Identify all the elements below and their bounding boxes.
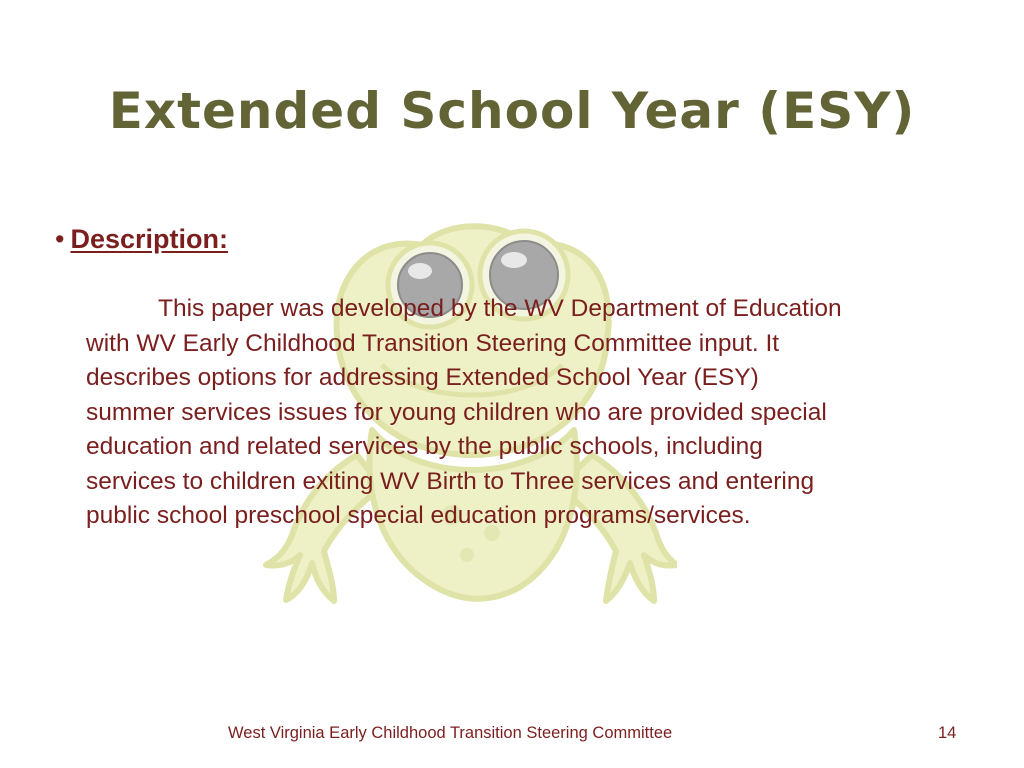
bullet-marker: • <box>55 224 65 254</box>
paragraph-line: describes options for addressing Extended School Year (ESY) <box>86 364 759 391</box>
page-number: 14 <box>938 724 957 742</box>
paragraph-line: education and related services by the public schools, including <box>86 433 763 460</box>
paragraph-line: services to children exiting WV Birth to Three services and entering <box>86 467 815 495</box>
paragraph-line: This paper was developed by the WV Department of Education <box>158 295 842 322</box>
description-paragraph <box>86 292 966 534</box>
slide-title: Extended School Year (ESY) <box>108 82 916 140</box>
paragraph-line: public school preschool special education programs/services. <box>86 502 751 529</box>
slide-footer: West Virginia Early Childhood Transition Steering Committee <box>228 724 673 742</box>
paragraph-line: with WV Early Childhood Transition Steering Committee input. It <box>86 329 780 357</box>
paragraph-line: summer services issues for young children who are provided special <box>86 398 827 426</box>
description-bullet <box>55 224 228 255</box>
description-heading: Description: <box>70 224 228 254</box>
